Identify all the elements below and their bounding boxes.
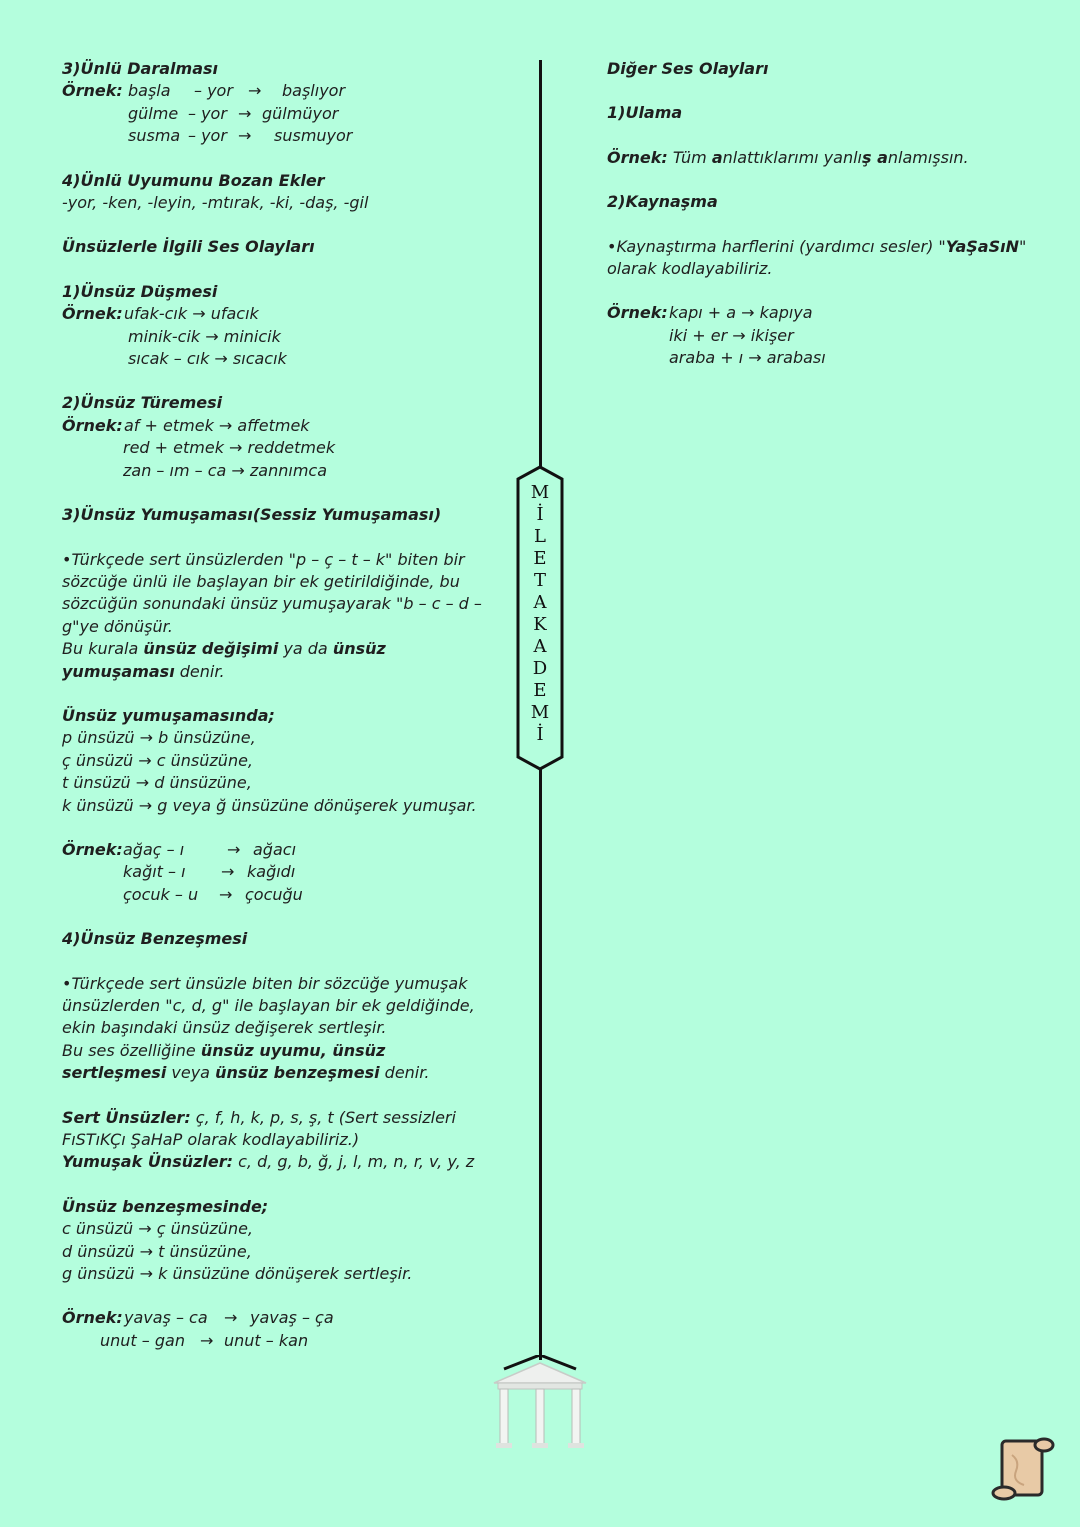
section-title: 1)Ünsüz Düşmesi [62,281,218,301]
example-row: susma – yor → susmuyor [128,126,353,146]
consonant-groups [62,1107,482,1174]
example-row: iki + er → ikişer [669,325,794,345]
section-unsuz-turemesi [62,392,482,482]
paragraph: Bu ses özelliğine ünsüz uyumu, ünsüz sertleşmesi veya ünsüz benzeşmesi denir. [62,1040,430,1083]
section-title: 3)Ünlü Daralması [62,59,218,78]
rule-line: k ünsüzü → g veya ğ ünsüzüne dönüşerek yumuşar. [62,795,477,815]
scroll-icon [990,1435,1060,1505]
section-ulama [607,102,1037,124]
section-unlu-daralmasi [62,58,482,148]
rule-line: ç ünsüzü → c ünsüzüne, [62,750,254,770]
section-title: 1)Ulama [607,103,683,123]
benzesme-explanation [62,973,482,1085]
example-row: gülme – yor → gülmüyor [128,103,339,123]
right-heading [607,58,1037,80]
section-title: 4)Ünsüz Benzeşmesi [62,929,248,949]
section-title: 4)Ünlü Uyumunu Bozan Ekler [62,170,325,190]
paragraph: Bu kurala ünsüz değişimi ya da ünsüz yumuşaması denir. [62,639,386,681]
example-row: Örnek: af + etmek → affetmek [62,415,310,435]
hard-consonants: Sert Ünsüzler: ç, f, h, k, p, s, ş, t (Sert sessizleri FıSTıKÇı ŞaHaP olarak kodlayabiliriz.) [62,1107,456,1150]
example-row: unut – gan → unut – kan [100,1330,309,1350]
paragraph: •Türkçede sert ünsüzle biten bir sözcüğe yumuşak ünsüzlerden "c, d, g" ile başlayan bir ek geldiğinde, ekin başındaki ünsüz değişerek sertleşir. [62,973,475,1038]
section-title: Ünsüzlerle İlgili Ses Olayları [62,237,315,257]
rule-line: p ünsüzü → b ünsüzüne, [62,728,256,748]
rule-line: c ünsüzü → ç ünsüzüne, [62,1219,254,1239]
rule-line: d ünsüzü → t ünsüzüne, [62,1241,252,1261]
example-row: red + etmek → reddetmek [123,438,336,458]
example-row: zan – ım – ca → zannımca [123,460,328,480]
yumusama-explanation [62,549,482,683]
example-row: minik-cik → minicik [128,326,281,346]
temple-icon [490,1355,590,1451]
section-unsuz-yumusamasi [62,504,482,526]
divider-line-top [539,60,542,470]
section-title: 3)Ünsüz Yumuşaması(Sessiz Yumuşaması) [62,505,442,525]
section-heading-unsuzler [62,236,482,258]
section-benzesme-rules [62,1196,482,1286]
section-unlu-uyumu-bozan-ekler [62,170,482,215]
example-row: araba + ı → arabası [669,348,826,368]
paragraph: •Türkçede sert ünsüzlerden "p – ç – t – k" biten bir sözcüğe ünlü ile başlayan bir ek getirildiğinde, bu sözcüğün sonundaki ünsüz yumuşayarak "b – c – d – g"ye dönüşür. [62,549,482,636]
soft-consonants: Yumuşak Ünsüzler: c, d, g, b, ğ, j, l, m, n, r, v, y, z [62,1152,475,1172]
example-row: çocuk – u → çocuğu [123,884,303,904]
left-column [62,58,482,1374]
divider-line-bottom [539,766,542,1360]
rule-line: t ünsüzü → d ünsüzüne, [62,773,252,793]
example-row: kağıt – ı → kağıdı [123,862,296,882]
kaynasma-examples [607,302,1037,369]
example-row: Örnek: kapı + a → kapıya [607,303,813,323]
rule-line: g ünsüzü → k ünsüzüne dönüşerek sertleşir. [62,1264,413,1284]
section-title: Ünsüz yumuşamasında; [62,705,275,725]
section-yumusama-rules [62,705,482,817]
section-unsuz-benzesmesi [62,928,482,950]
example-row: Örnek: Tüm anlattıklarımı yanlış anlamışsın. [607,147,969,167]
section-title: 2)Kaynaşma [607,192,718,212]
example-row: Örnek: ufak-cık → ufacık [62,304,259,324]
ulama-example [607,147,1037,169]
section-text: -yor, -ken, -leyin, -mtırak, -ki, -daş, -gil [62,193,369,213]
example-row: sıcak – cık → sıcacık [128,349,287,369]
section-title: Diğer Ses Olayları [607,59,769,78]
example-row: Örnek: ağaç – ı → ağacı [62,839,297,859]
example-row: Örnek: başla – yor → başlıyor [62,81,346,101]
section-title: Ünsüz benzeşmesinde; [62,1196,269,1216]
right-column [607,58,1037,392]
section-unsuz-dusmesi [62,281,482,371]
section-yumusama-examples [62,839,482,906]
kaynasma-explanation: •Kaynaştırma harflerini (yardımcı sesler) "YaŞaSıN" olarak kodlayabiliriz. [607,236,1027,279]
logo-letters: M İ L E T A K A D E M İ [530,482,550,745]
example-row: Örnek: yavaş – ca → yavaş – ça [62,1308,334,1328]
section-benzesme-examples [62,1307,482,1352]
section-kaynasma [607,191,1037,213]
section-title: 2)Ünsüz Türemesi [62,393,223,413]
